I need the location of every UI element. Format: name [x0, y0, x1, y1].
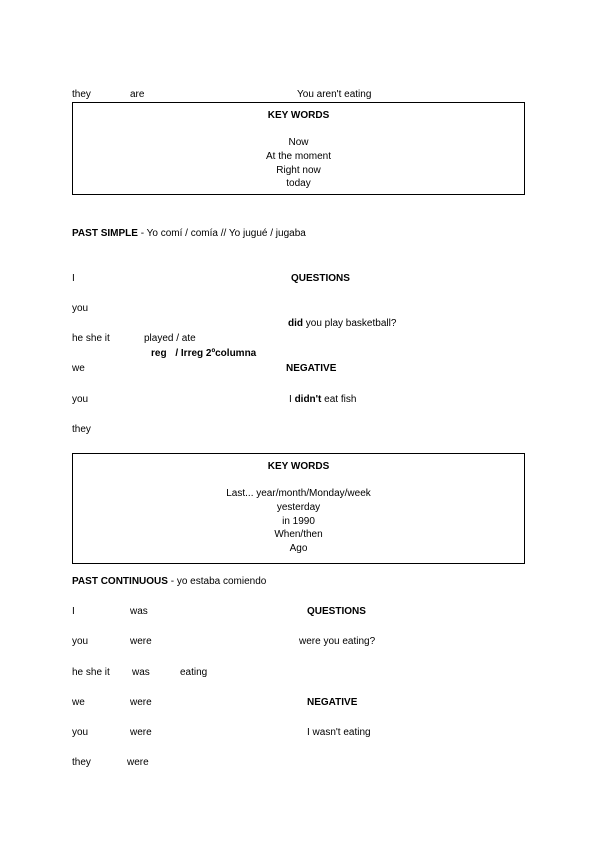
pc-subject: you: [72, 636, 89, 647]
past-simple-translation: - Yo comí / comía // Yo jugué / jugaba: [140, 228, 306, 239]
ps-subject: you: [72, 303, 89, 314]
pc-subject: I: [72, 606, 75, 617]
past-continuous-heading: [72, 576, 266, 588]
ps-negative-label: NEGATIVE: [286, 363, 337, 374]
top-negative-example: You aren't eating: [297, 89, 372, 100]
top-verb: are: [130, 89, 145, 100]
ps-subject: we: [72, 363, 85, 374]
ps-negative-example: [289, 394, 356, 406]
pc-negative-label: NEGATIVE: [307, 697, 358, 708]
keyword-item: At the moment: [265, 151, 332, 162]
pc-subject: he she it: [72, 667, 110, 678]
pc-aux: was: [132, 667, 150, 678]
ps-verb-note: [151, 348, 256, 360]
top-subject: they: [72, 89, 91, 100]
past-simple-title: PAST SIMPLE: [72, 228, 138, 239]
keyword-item: yesterday: [276, 502, 321, 513]
ps-questions-label: QUESTIONS: [291, 273, 350, 284]
past-simple-heading: [72, 228, 306, 240]
ps-question-aux: did: [288, 318, 303, 329]
ps-subject: you: [72, 394, 89, 405]
keyword-item: today: [286, 178, 311, 189]
pc-questions-label: QUESTIONS: [307, 606, 366, 617]
ps-question-rest: you play basketball?: [305, 318, 397, 329]
ps-negative-subject: I: [289, 394, 292, 405]
keyword-item: Right now: [276, 165, 321, 176]
pc-aux: were: [130, 636, 152, 647]
ps-subject: they: [72, 424, 91, 435]
pc-question-example: were you eating?: [299, 636, 376, 647]
keywords-box-present: [72, 102, 525, 195]
keyword-item: in 1990: [282, 516, 315, 527]
pc-subject: we: [72, 697, 85, 708]
ps-verb-note-reg: reg: [151, 348, 167, 359]
past-continuous-translation: - yo estaba comiendo: [170, 576, 267, 587]
pc-subject: they: [72, 757, 91, 768]
pc-main-verb: eating: [180, 667, 208, 678]
ps-subject: I: [72, 273, 75, 284]
ps-negative-aux: didn't: [294, 394, 322, 405]
past-continuous-title: PAST CONTINUOUS: [72, 576, 168, 587]
keywords-heading: KEY WORDS: [267, 461, 330, 472]
keywords-heading: KEY WORDS: [267, 110, 330, 121]
keyword-item: Last... year/month/Monday/week: [226, 488, 371, 499]
ps-verb-note-irreg: / Irreg 2ºcolumna: [175, 348, 257, 359]
keyword-item: Ago: [289, 543, 308, 554]
pc-aux: were: [127, 757, 149, 768]
keyword-item: When/then: [274, 529, 323, 540]
ps-subject: he she it: [72, 333, 110, 344]
ps-verb: played / ate: [144, 333, 196, 344]
pc-aux: were: [130, 697, 152, 708]
keyword-item: Now: [288, 137, 309, 148]
pc-negative-example: I wasn't eating: [307, 727, 371, 738]
keywords-box-past-simple: [72, 453, 525, 564]
pc-aux: were: [130, 727, 152, 738]
pc-aux: was: [130, 606, 148, 617]
ps-negative-rest: eat fish: [324, 394, 357, 405]
pc-subject: you: [72, 727, 89, 738]
ps-question-example: [288, 318, 396, 330]
